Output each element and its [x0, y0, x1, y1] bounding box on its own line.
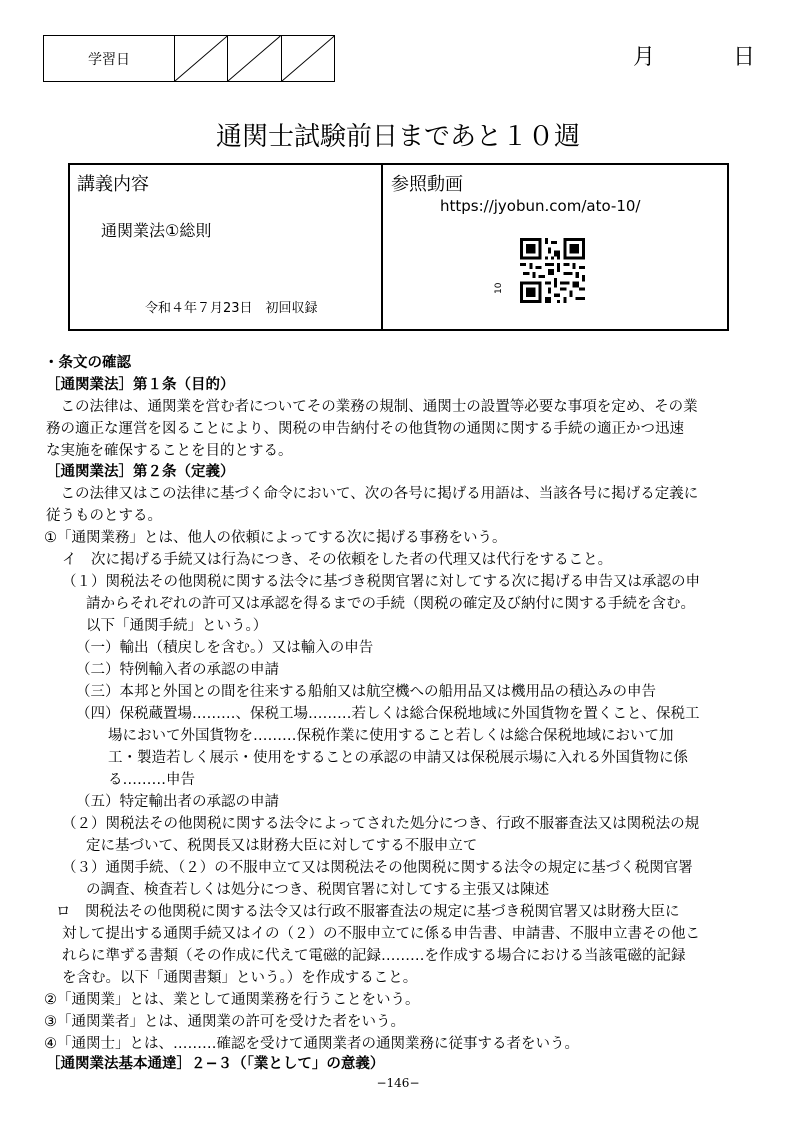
text-line: 従うものとする。 — [46, 508, 162, 524]
study-date-box — [43, 35, 335, 82]
text-line: 以下「通関手続」という。） — [86, 618, 268, 634]
text-line: 場において外国貨物を………保税作業に使用すること若しくは総合保税地域において加 — [108, 728, 674, 744]
text-line: 工・製造若しく展示・使用をすることの承認の申請又は保税展示場に入れる外国貨物に係 — [108, 750, 688, 766]
text-line: （１）関税法その他関税に関する法令に基づき税関官署に対してする次に掲げる申告又は承認の申 — [62, 574, 700, 590]
text-line: な実施を確保することを目的とする。 — [46, 443, 293, 459]
text-line: 請からそれぞれの許可又は承認を得るまでの手続（関税の確定及び納付に関する手続を含む。 — [86, 596, 695, 612]
section-heading: ・条文の確認 — [44, 355, 131, 371]
lecture-heading: 講義内容 — [77, 174, 149, 195]
text-line: ①「通関業務」とは、他人の依頼によってする次に掲げる事務をいう。 — [44, 530, 507, 546]
study-date-cell — [282, 36, 334, 81]
text-line: の調査、検査若しくは処分につき、税関官署に対してする主張又は陳述 — [86, 882, 550, 898]
study-date-label: 学習日 — [44, 36, 175, 81]
text-line: 定に基づいて、税関長又は財務大臣に対してする不服申立て — [86, 838, 478, 854]
study-date-cell — [228, 36, 281, 81]
text-line: 対して提出する通関手続又はイの（２）の不服申立てに係る申告書、申請書、不服申立書その他こ — [62, 926, 700, 942]
text-line: （２）関税法その他関税に関する法令によってされた処分につき、行政不服審査法又は関税法の規 — [62, 816, 700, 832]
reference-url[interactable]: https://jyobun.com/ato-10/ — [440, 197, 641, 215]
page-title: 通関士試験前日まであと１０週 — [215, 122, 580, 152]
text-line: れらに準ずる書類（その作成に代えて電磁的記録………を作成する場合における当該電磁的記録 — [62, 948, 686, 964]
text-line: ③「通関業者」とは、通関業の許可を受けた者をいう。 — [44, 1014, 405, 1030]
text-line: （三）本邦と外国との間を往来する船舶又は航空機への船用品又は機用品の積込みの申告 — [76, 684, 656, 700]
month-label: 月 — [633, 45, 656, 70]
lecture-name: 通関業法①総則 — [101, 221, 212, 240]
article-heading: ［通関業法基本通達］２−３（「業として」の意義） — [46, 1056, 385, 1072]
text-line: この法律又はこの法律に基づく命令において、次の各号に掲げる用語は、当該各号に掲げる定義に — [46, 486, 699, 502]
text-line: （一）輸出（積戻しを含む。）又は輸入の申告 — [76, 640, 374, 656]
text-line: イ 次に掲げる手続又は行為につき、その依頼をした者の代理又は代行をすること。 — [62, 552, 613, 568]
article-heading: ［通関業法］第２条（定義） — [46, 464, 235, 480]
lecture-date: 令和４年７月23日 初回収録 — [145, 301, 318, 316]
page-number: −146− — [376, 1076, 420, 1090]
text-line: （四）保税蔵置場………、保税工場………若しくは総合保税地域に外国貨物を置くこと、保税工 — [76, 706, 700, 722]
text-line: （二）特例輸入者の承認の申請 — [76, 662, 279, 678]
reference-heading: 参照動画 — [391, 174, 463, 195]
text-line: ②「通関業」とは、業として通関業務を行うことをいう。 — [44, 992, 420, 1008]
text-line: （五）特定輸出者の承認の申請 — [76, 794, 279, 810]
text-line: ロ 関税法その他関税に関する法令又は行政不服審査法の規定に基づき税関官署又は財務大臣に — [56, 904, 680, 920]
text-line: る………申告 — [108, 772, 195, 788]
text-line: （３）通関手続、（２）の不服申立て又は関税法その他関税に関する法令の規定に基づく税関官署 — [62, 860, 693, 876]
text-line: この法律は、通関業を営む者についてその業務の規制、通関士の設置等必要な事項を定め、その業 — [46, 399, 698, 415]
text-line: ④「通関士」とは、………確認を受けて通関業者の通関業務に従事する者をいう。 — [44, 1036, 579, 1052]
article-heading: ［通関業法］第１条（目的） — [46, 377, 235, 393]
study-date-cell — [175, 36, 228, 81]
qr-number: 10 — [494, 282, 504, 294]
day-label: 日 — [733, 45, 756, 70]
qr-code-icon[interactable] — [520, 238, 585, 303]
text-line: を含む。以下「通関書類」という。）を作成すること。 — [62, 970, 418, 986]
text-line: 務の適正な運営を図ることにより、関税の申告納付その他貨物の通関に関する手続の適正かつ迅速 — [46, 421, 684, 437]
info-divider — [381, 163, 383, 331]
